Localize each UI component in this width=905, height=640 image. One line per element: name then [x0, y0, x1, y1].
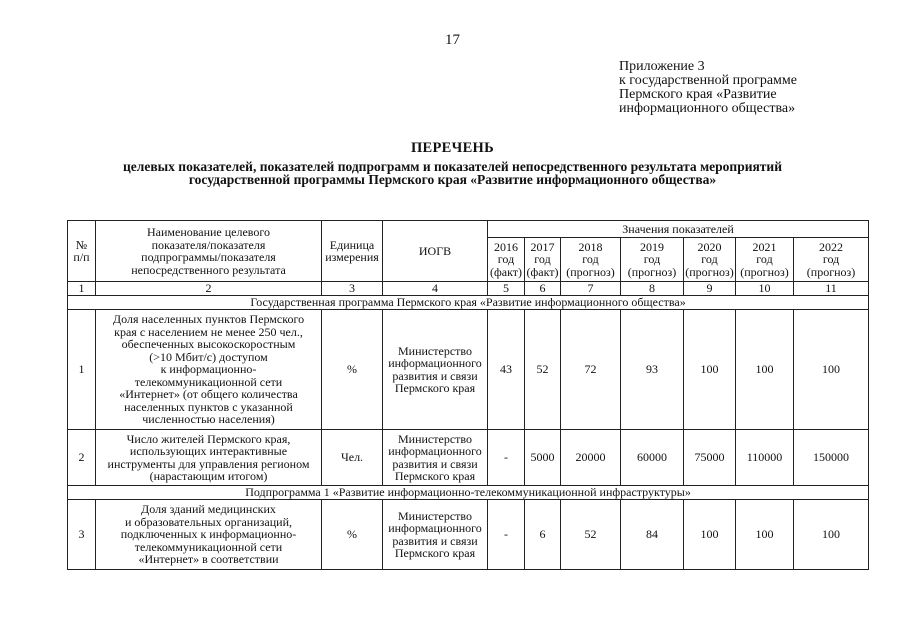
- iogv-line: развития и связи: [392, 533, 478, 548]
- column-number: 11: [794, 282, 869, 296]
- year-label: (факт): [489, 264, 522, 279]
- appendix-note: [619, 60, 797, 116]
- iogv-line: развития и связи: [392, 456, 478, 471]
- iogv-line: Министерство: [398, 508, 472, 523]
- iogv-line: информационного: [388, 444, 482, 458]
- indicator-name-line: края с населением не менее 250 чел.,: [114, 324, 303, 339]
- value-cell: 43: [488, 310, 525, 430]
- header-unit-line: Единица: [329, 237, 375, 252]
- column-number: 4: [383, 282, 488, 296]
- year-label: 2021: [752, 239, 777, 254]
- iogv-line: Министерство: [398, 431, 472, 446]
- column-number: 1: [68, 282, 96, 296]
- table-row: [68, 310, 869, 430]
- iogv-line: Пермского края: [394, 546, 476, 560]
- indicator-name-line: к информационно-: [160, 362, 257, 377]
- value-cell: 100: [684, 500, 736, 570]
- section-title: Подпрограмма 1 «Развитие информационно-телекоммуникационной инфраструктуры»: [68, 486, 869, 500]
- value-cell: 52: [561, 500, 621, 570]
- year-label: (прогноз): [566, 264, 615, 279]
- iogv-line: информационного: [388, 521, 482, 535]
- value-cell: 72: [561, 310, 621, 430]
- column-number: 2: [96, 282, 322, 296]
- column-number: 7: [561, 282, 621, 296]
- year-label: 2020: [697, 239, 722, 254]
- iogv-cell: [383, 500, 488, 570]
- value-cell: 93: [621, 310, 684, 430]
- value-cell: 110000: [736, 430, 794, 486]
- header-values-group: Значения показателей: [488, 221, 869, 238]
- iogv-cell: [383, 310, 488, 430]
- indicator-name-line: численностью населения): [142, 412, 275, 427]
- iogv-line: информационного: [388, 356, 482, 370]
- subtitle-line: государственной программы Пермского края «Развитие информационного общества»: [188, 172, 717, 187]
- year-label: 2022: [819, 239, 844, 254]
- header-name: [96, 221, 322, 282]
- appendix-line: информационного общества»: [619, 101, 796, 116]
- year-label: (прогноз): [806, 264, 856, 279]
- value-cell: -: [488, 500, 525, 570]
- year-label: год: [534, 252, 551, 267]
- indicator-name: [96, 430, 322, 486]
- header-iogv: ИОГВ: [383, 221, 488, 282]
- value-cell: 100: [794, 310, 869, 430]
- iogv-line: Пермского края: [394, 381, 476, 395]
- header-num: [68, 221, 96, 282]
- indicator-name-line: инструменты для управления регионом: [107, 456, 310, 471]
- value-cell: 75000: [684, 430, 736, 486]
- header-name-line: непосредственного результата: [131, 262, 286, 277]
- year-label: год: [643, 252, 661, 267]
- section-row: [68, 296, 869, 310]
- header-name-line: подпрограммы/показателя: [141, 250, 276, 264]
- header-name-line: Наименование целевого: [146, 225, 271, 239]
- indicator-name-line: обеспеченных высокоскоростным: [121, 337, 296, 352]
- column-number: 9: [684, 282, 736, 296]
- value-cell: 150000: [794, 430, 869, 486]
- column-number: 10: [736, 282, 794, 296]
- header-year-2016: [488, 238, 525, 282]
- page-number: 17: [445, 32, 460, 48]
- indicator-name-line: и образовательных организаций,: [125, 514, 292, 529]
- iogv-line: Министерство: [398, 343, 472, 358]
- section-row: [68, 486, 869, 500]
- year-label: год: [497, 252, 515, 267]
- header-year-2021: [736, 238, 794, 282]
- column-number: 3: [322, 282, 383, 296]
- value-cell: 20000: [561, 430, 621, 486]
- year-label: 2018: [578, 239, 603, 254]
- indicator-name: [96, 310, 322, 430]
- document-title: ПЕРЕЧЕНЬ: [410, 140, 495, 156]
- unit-cell: Чел.: [322, 430, 383, 486]
- value-cell: 60000: [621, 430, 684, 486]
- subtitle-line: целевых показателей, показателей подпрограмм и показателей непосредственного результата мероприятий: [123, 159, 782, 174]
- document-subtitle: [0, 160, 905, 186]
- indicator-name-line: Доля зданий медицинских: [141, 502, 276, 517]
- value-cell: 52: [525, 310, 561, 430]
- value-cell: 100: [684, 310, 736, 430]
- indicator-name-line: Доля населенных пунктов Пермского: [112, 312, 305, 327]
- header-unit: [322, 221, 383, 282]
- iogv-cell: [383, 430, 488, 486]
- year-label: (прогноз): [740, 264, 789, 279]
- indicator-name-line: (нарастающим итогом): [149, 469, 268, 483]
- column-number: 6: [525, 282, 561, 296]
- indicator-name-line: Число жителей Пермского края,: [126, 431, 291, 446]
- value-cell: -: [488, 430, 525, 486]
- year-label: 2016: [494, 239, 518, 254]
- section-title: Государственная программа Пермского края «Развитие информационного общества»: [68, 296, 869, 310]
- header-year-2022: [794, 238, 869, 282]
- year-label: год: [756, 252, 773, 267]
- header-year-2018: [561, 238, 621, 282]
- indicator-name-line: телекоммуникационной сети: [134, 374, 283, 389]
- indicators-table: [67, 220, 869, 570]
- year-label: год: [822, 252, 840, 267]
- value-cell: 100: [794, 500, 869, 570]
- year-label: 2017: [530, 239, 555, 254]
- row-number: 3: [68, 500, 96, 570]
- appendix-line: Пермского края «Развитие: [619, 87, 777, 102]
- year-label: (прогноз): [627, 264, 677, 279]
- indicator-name-line: (>10 Мбит/с) доступом: [149, 349, 268, 364]
- indicator-name-line: «Интернет» (от общего количества: [119, 387, 298, 402]
- iogv-line: развития и связи: [392, 368, 478, 383]
- appendix-line: к государственной программе: [619, 73, 797, 88]
- header-year-2019: [621, 238, 684, 282]
- header-num-line: №: [75, 237, 88, 252]
- header-year-2020: [684, 238, 736, 282]
- column-number: 5: [488, 282, 525, 296]
- year-label: 2019: [640, 239, 664, 254]
- indicator-name-line: телекоммуникационной сети: [134, 539, 283, 554]
- header-num-line: п/п: [73, 250, 90, 264]
- year-label: (факт): [526, 264, 559, 279]
- year-label: (прогноз): [685, 264, 734, 279]
- appendix-line: Приложение 3: [619, 59, 705, 74]
- header-unit-line: измерения: [325, 250, 379, 264]
- value-cell: 100: [736, 500, 794, 570]
- value-cell: 6: [525, 500, 561, 570]
- year-label: год: [701, 252, 718, 267]
- value-cell: 84: [621, 500, 684, 570]
- indicator-name-line: использующих интерактивные: [129, 444, 288, 458]
- unit-cell: %: [322, 310, 383, 430]
- header-year-2017: [525, 238, 561, 282]
- column-numbers-row: [68, 282, 869, 296]
- indicator-name-line: «Интернет» в соответствии: [138, 552, 279, 567]
- table-row: [68, 430, 869, 486]
- table-row: [68, 500, 869, 570]
- value-cell: 100: [736, 310, 794, 430]
- header-name-line: показателя/показателя: [151, 237, 266, 252]
- iogv-line: Пермского края: [394, 469, 476, 483]
- indicator-name: [96, 500, 322, 570]
- column-number: 8: [621, 282, 684, 296]
- header-row: [68, 221, 869, 238]
- row-number: 1: [68, 310, 96, 430]
- row-number: 2: [68, 430, 96, 486]
- unit-cell: %: [322, 500, 383, 570]
- indicator-name-line: подключенных к информационно-: [120, 527, 297, 542]
- indicator-name-line: населенных пунктов с указанной: [124, 399, 293, 414]
- year-label: год: [582, 252, 599, 267]
- value-cell: 5000: [525, 430, 561, 486]
